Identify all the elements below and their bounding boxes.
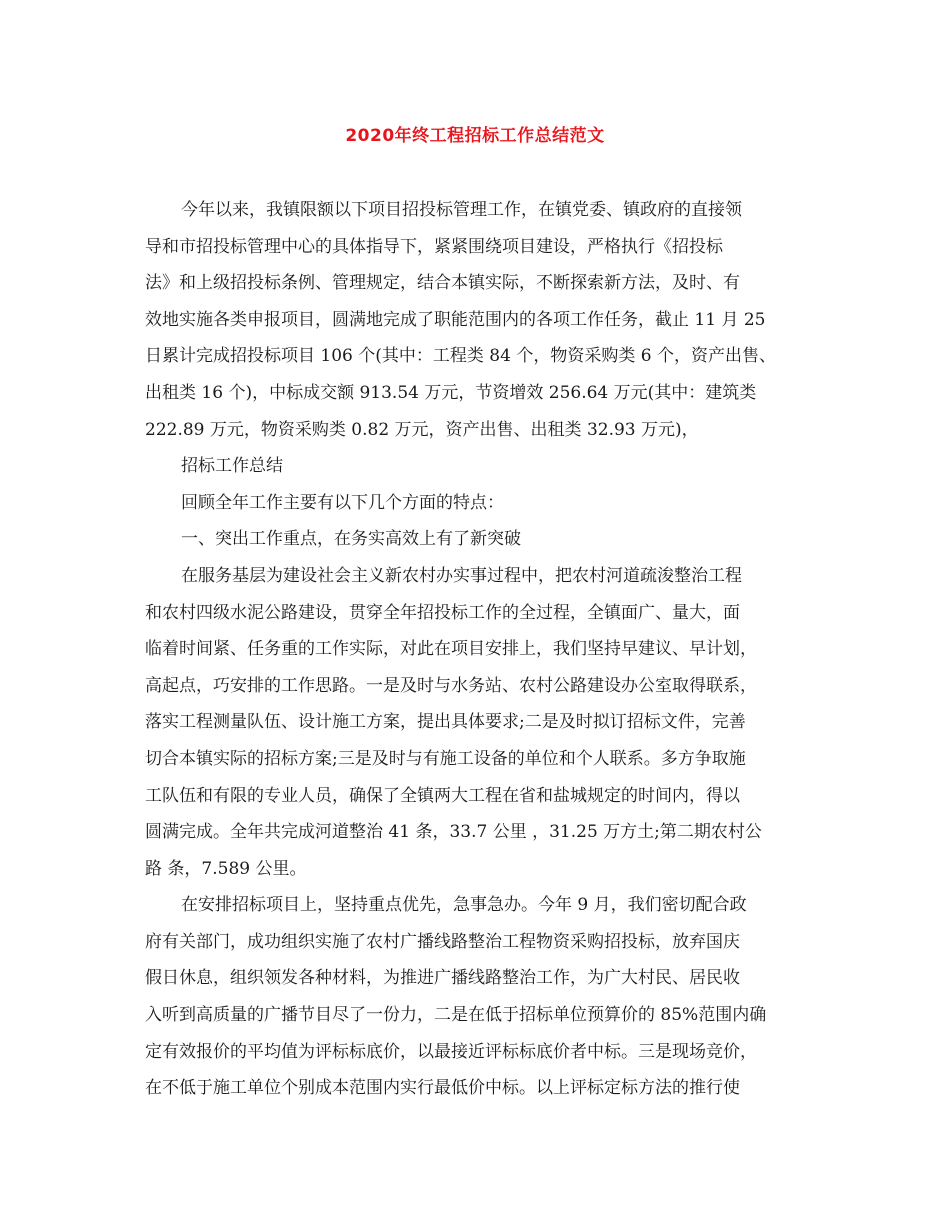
body-line: 导和市招投标管理中心的具体指导下，紧紧围绕项目建设，严格执行《招投标 (145, 236, 723, 257)
body-line: 切合本镇实际的招标方案;三是及时与有施工设备的单位和个人联系。多方争取施 (145, 748, 746, 769)
body-line: 入听到高质量的广播节目尽了一份力，二是在低于招标单位预算价的 85%范围内确 (145, 1005, 767, 1026)
body-line: 今年以来，我镇限额以下项目招投标管理工作，在镇党委、镇政府的直接领 (181, 200, 742, 220)
body-line: 在服务基层为建设社会主义新农村办实事过程中，把农村河道疏浚整治工程 (181, 565, 742, 586)
body-line: 工队伍和有限的专业人员，确保了全镇两大工程在省和盐城规定的时间内，得以 (145, 785, 740, 806)
document-title: 2020年终工程招标工作总结范文 (345, 126, 605, 146)
body-line: 222.89 万元，物资采购类 0.82 万元，资产出售、出租类 32.93 万元)， (145, 419, 699, 440)
body-line: 落实工程测量队伍、设计施工方案，提出具体要求;二是及时拟订招标文件，完善 (145, 712, 746, 733)
body-line: 招标工作总结 (181, 456, 283, 477)
body-line: 定有效报价的平均值为评标标底价，以最接近评标标底价者中标。三是现场竞价， (145, 1041, 757, 1062)
body-line: 路 条，7.589 公里。 (145, 858, 307, 879)
body-line: 府有关部门，成功组织实施了农村广播线路整治工程物资采购招投标，放弃国庆 (145, 931, 740, 952)
body-line: 假日休息，组织领发各种材料，为推进广播线路整治工作，为广大村民、居民收 (145, 968, 740, 989)
body-line: 日累计完成招投标项目 106 个(其中：工程类 84 个，物资采购类 6 个，资产出售、 (145, 346, 776, 367)
body-line: 和农村四级水泥公路建设，贯穿全年招投标工作的全过程，全镇面广、量大，面 (145, 602, 740, 623)
body-line: 圆满完成。全年共完成河道整治 41 条，33.7 公里 ，31.25 万方土;第二期农村公 (145, 822, 762, 843)
document-body (145, 192, 805, 1107)
body-line: 在不低于施工单位个别成本范围内实行最低价中标。以上评标定标方法的推行使 (145, 1078, 740, 1099)
body-line: 回顾全年工作主要有以下几个方面的特点： (181, 492, 504, 513)
body-line: 出租类 16 个)，中标成交额 913.54 万元，节资增效 256.64 万元(其中：建筑类 (145, 382, 757, 403)
body-line: 效地实施各类申报项目，圆满地完成了职能范围内的各项工作任务，截止 11 月 25 (145, 309, 766, 330)
body-line: 一、突出工作重点，在务实高效上有了新突破 (181, 529, 521, 550)
body-line: 法》和上级招投标条例、管理规定，结合本镇实际，不断探索新方法，及时、有 (145, 273, 740, 294)
body-line: 临着时间紧、任务重的工作实际，对此在项目安排上，我们坚持早建议、早计划， (145, 639, 757, 660)
body-line: 在安排招标项目上，坚持重点优先，急事急办。今年 9 月，我们密切配合政 (181, 895, 747, 916)
body-line: 高起点，巧安排的工作思路。一是及时与水务站、农村公路建设办公室取得联系， (145, 675, 757, 696)
